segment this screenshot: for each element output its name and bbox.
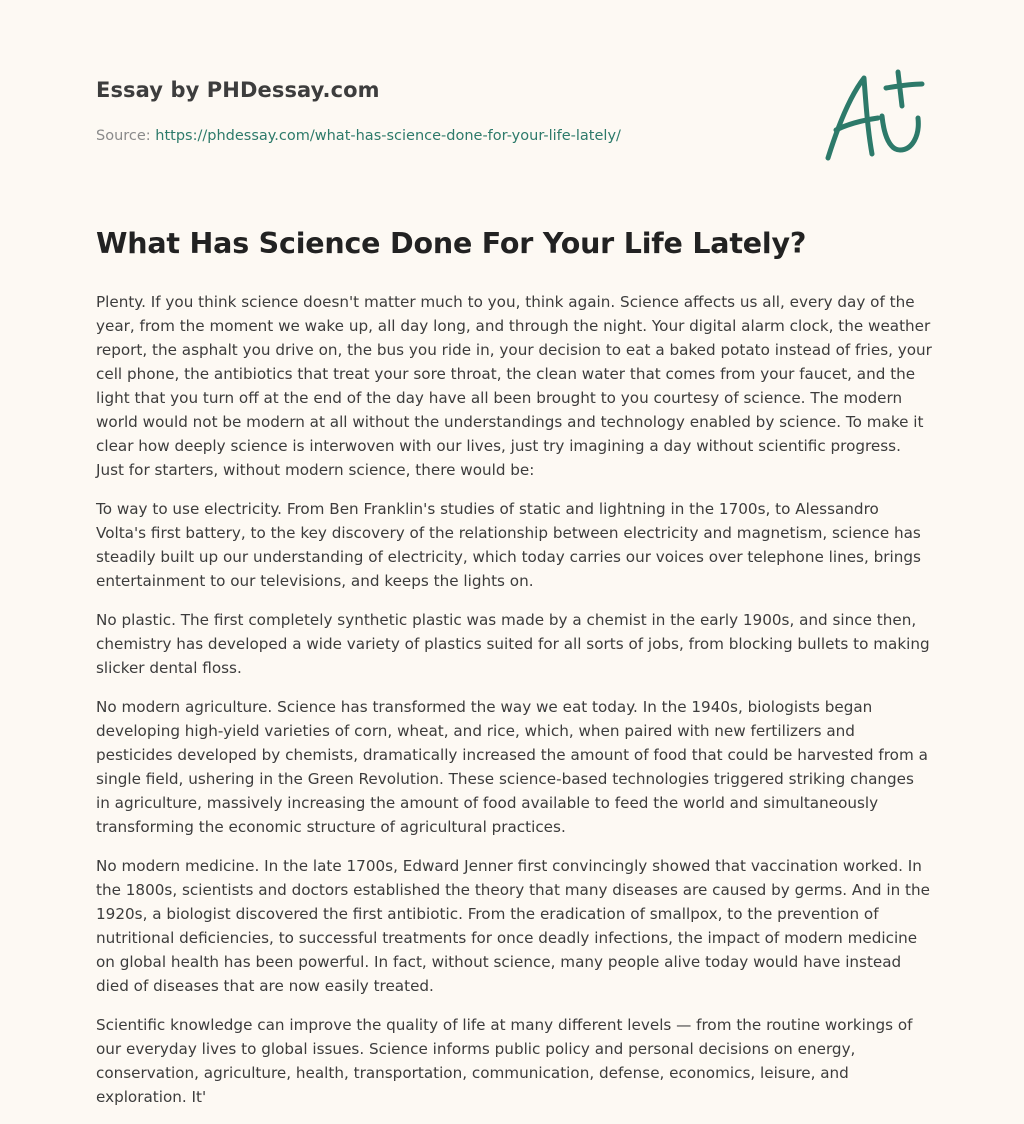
page-header: [96, 76, 796, 146]
essay-paragraph-1: Plenty. If you think science doesn't matter much to you, think again. Science affects us all, every day of the year, from the moment we wake up, all day long, and through the night. Your digital alarm clock, the weather report, the asphalt you drive on, the bus you ride in, your decision to eat a baked potato instead of fries, your cell phone, the antibiotics that treat your sore throat, the clean water that comes from your faucet, and the light that you turn off at the end of the day have all been brought to you courtesy of science. The modern world would not be modern at all without the understandings and technology enabled by science. To make it clear how deeply science is interwoven with our lives, just try imagining a day without scientific progress. Just for starters, without modern science, there would be:: [96, 293, 932, 479]
source-link[interactable]: https://phdessay.com/what-has-science-done-for-your-life-lately/: [155, 128, 621, 144]
brand-title: Essay by PHDessay.com: [96, 78, 380, 102]
essay-content: [96, 224, 932, 1124]
essay-paragraph-3: No plastic. The first completely synthetic plastic was made by a chemist in the early 1900s, and since then, chemistry has developed a wide variety of plastics suited for all sorts of jobs, from blocking bullets to making slicker dental floss.: [96, 611, 930, 677]
source-label: Source:: [96, 128, 151, 144]
essay-paragraph-4: No modern agriculture. Science has transformed the way we eat today. In the 1940s, biologists began developing high-yield varieties of corn, wheat, and rice, which, when paired with new fertilizers and pesticides developed by chemists, dramatically increased the amount of food that could be harvested from a single field, ushering in the Green Revolution. These science-based technologies triggered striking changes in agriculture, massively increasing the amount of food available to feed the world and simultaneously transforming the economic structure of agricultural practices.: [96, 698, 928, 836]
essay-paragraph-5: No modern medicine. In the late 1700s, Edward Jenner first convincingly showed that vaccination worked. In the 1800s, scientists and doctors established the theory that many diseases are caused by germs. And in the 1920s, a biologist discovered the first antibiotic. From the eradication of smallpox, to the prevention of nutritional deficiencies, to successful treatments for once deadly infections, the impact of modern medicine on global health has been powerful. In fact, without science, many people alive today would have instead died of diseases that are now easily treated.: [96, 857, 930, 995]
essay-paragraph-6: Scientific knowledge can improve the quality of life at many different levels — from the routine workings of our everyday lives to global issues. Science informs public policy and personal decisions on energy, conservation, agriculture, health, transportation, communication, defense, economics, leisure, and exploration. It': [96, 1016, 913, 1106]
essay-title: What Has Science Done For Your Life Lately?: [96, 227, 807, 260]
a-plus-icon: [818, 66, 930, 166]
source-line: [96, 126, 796, 146]
essay-paragraph-2: To way to use electricity. From Ben Franklin's studies of static and lightning in the 1700s, to Alessandro Volta's first battery, to the key discovery of the relationship between electricity and magnetism, science has steadily built up our understanding of electricity, which today carries our voices over telephone lines, brings entertainment to our televisions, and keeps the lights on.: [96, 500, 921, 590]
